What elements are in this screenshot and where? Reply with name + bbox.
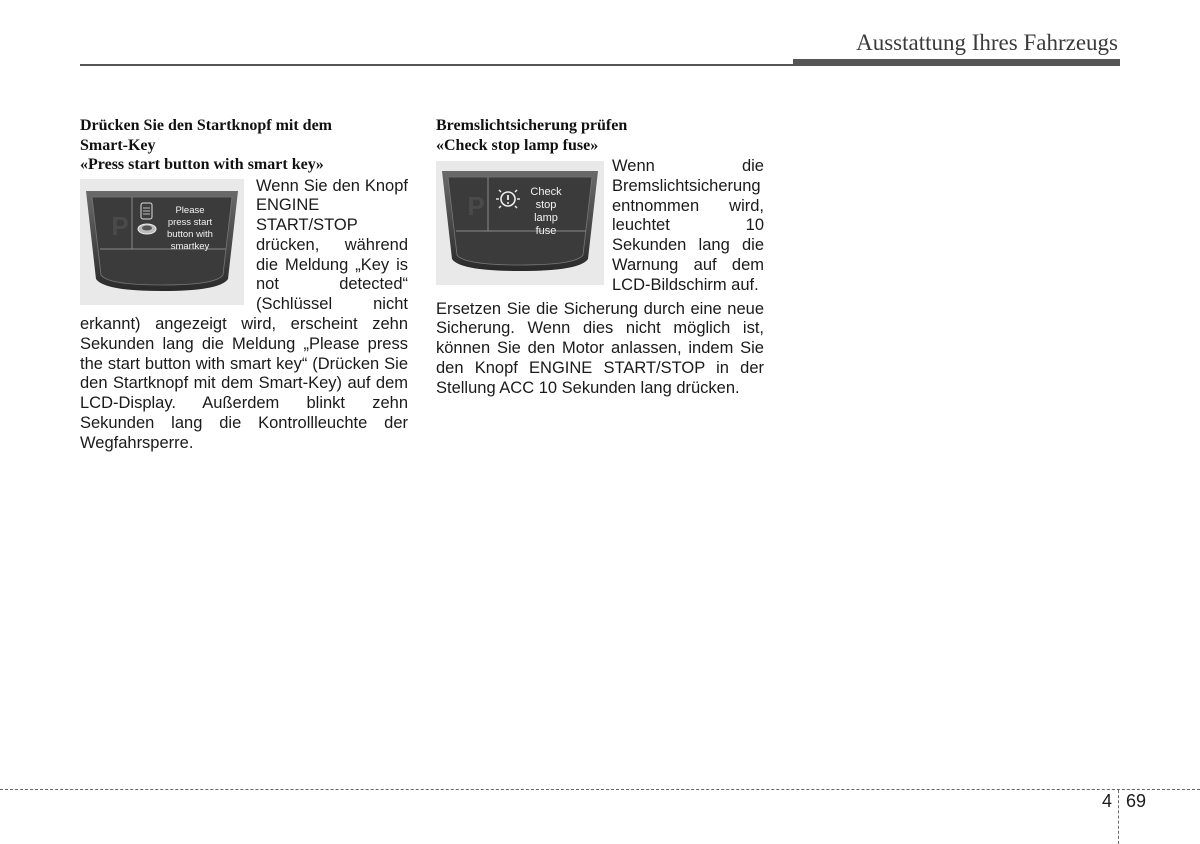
heading-line: Drücken Sie den Startknopf mit dem	[80, 117, 333, 134]
page-header-title: Ausstattung Ihres Fahrzeugs	[856, 30, 1118, 55]
header-rule	[80, 64, 796, 66]
footer-divider	[1118, 790, 1119, 844]
smartkey-display-figure	[80, 179, 244, 305]
smartkey-paragraph: Wenn Sie den Knopf ENGINE START/STOP drücken, während die Meldung „Key is not detected“ (Schlüssel nicht erkannt) angezeigt wird, erscheint zehn Sekunden lang die Meldung „Please press the start button with smart key“ (Drücken Sie den Startknopf mit dem Smart-Key) auf dem LCD-Display. Außerdem blinkt zehn Sekunden lang die Kontrollleuchte der Wegfahrsperre.	[80, 176, 408, 452]
display-line: fuse	[535, 225, 557, 237]
display-line: press start	[167, 216, 213, 228]
section-heading-stop-lamp	[436, 116, 764, 155]
gear-letter: P	[467, 191, 485, 221]
section-heading-smartkey	[80, 116, 408, 175]
stop-lamp-paragraph-2: Ersetzen Sie die Sicherung durch eine neue Sicherung. Wenn dies nicht möglich ist, können Sie den Motor anlassen, indem Sie den Knopf ENGINE START/STOP in der Stellung ACC 10 Sekunden lang drücken.	[436, 299, 764, 397]
chapter-number: 4	[1102, 791, 1113, 811]
header-rule-accent	[793, 59, 1120, 66]
stop-lamp-display-figure	[436, 161, 604, 285]
gear-letter: P	[111, 210, 129, 241]
stop-lamp-paragraph-1: Wenn die Bremslichtsicherung entnommen wird, leuchtet 10 Sekunden lang die Warnung auf dem LCD-Bildschirm auf.	[612, 157, 764, 294]
heading-line: Smart-Key	[80, 136, 156, 154]
display-line: smartkey	[170, 240, 210, 252]
display-line: stop	[535, 199, 557, 211]
heading-line: Bremslichtsicherung prüfen	[436, 117, 628, 134]
display-line: Check	[530, 186, 562, 198]
heading-line: «Press start button with smart key»	[80, 156, 324, 173]
display-line: Please	[175, 204, 205, 216]
right-column	[436, 116, 764, 399]
heading-line: «Check stop lamp fuse»	[436, 136, 599, 154]
display-line: lamp	[534, 212, 558, 224]
page-number: 69	[1126, 791, 1147, 811]
display-line: button with	[167, 228, 213, 240]
left-column	[80, 116, 408, 454]
footer-rule	[0, 789, 1200, 790]
